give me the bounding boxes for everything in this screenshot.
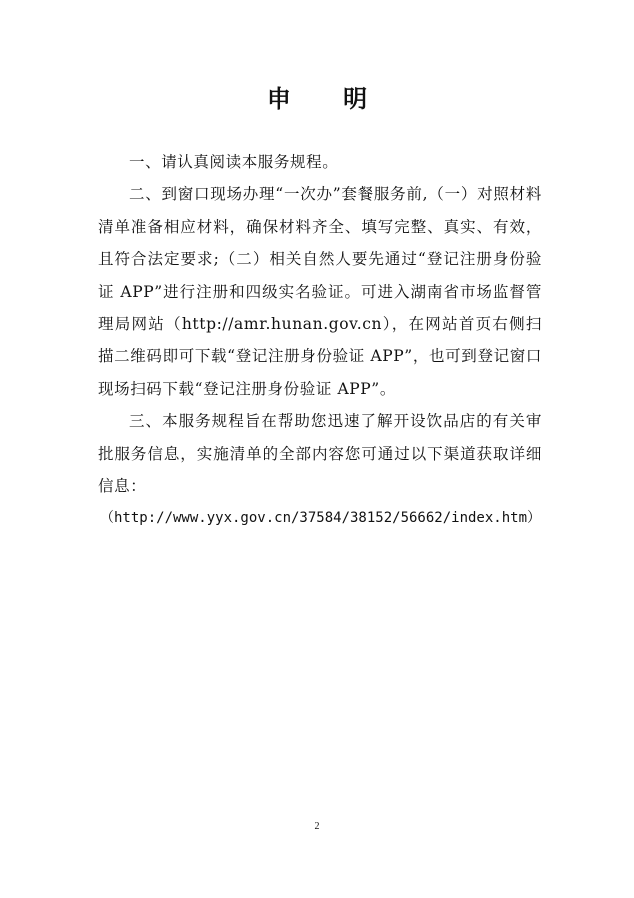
paragraph-2: 二、到窗口现场办理“一次办”套餐服务前,（一）对照材料清单准备相应材料，确保材料齐全、填写完整、真实、有效，且符合法定要求;（二）相关自然人要先通过“登记注册身份验证 APP”进行注册和四级实名验证。可进入湖南省市场监督管理局网站（http://amr.hunan.gov.cn），在网站首页右侧扫描二维码即可下载“登记注册身份验证 APP”，也可到登记窗口现场扫码下载“登记注册身份验证 APP”。 [98, 185, 542, 398]
info-url-line: （http://www.yyx.gov.cn/37584/38152/56662/index.htm） [100, 510, 542, 527]
statement-body [98, 146, 542, 535]
page-title: 申 明 [266, 85, 390, 113]
page-number: 2 [314, 821, 320, 832]
paragraph-1: 一、请认真阅读本服务规程。 [129, 153, 339, 171]
paragraph-3: 三、本服务规程旨在帮助您迅速了解开设饮品店的有关审批服务信息，实施清单的全部内容您可通过以下渠道获取详细信息： [98, 412, 542, 496]
